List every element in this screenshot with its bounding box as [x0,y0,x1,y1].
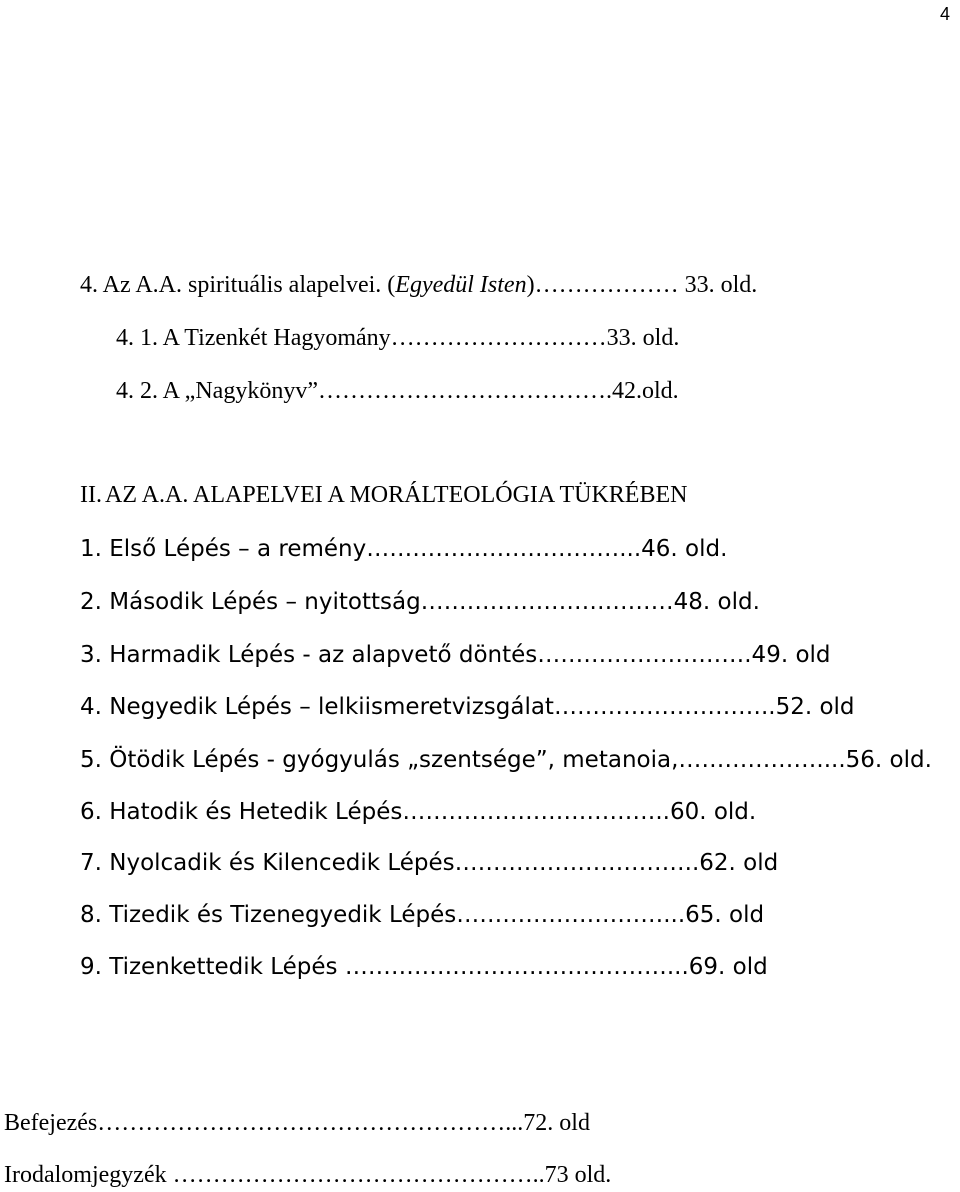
toc-section-4-1: 4. 1. A Tizenkét Hagyomány………………………33. old. [116,325,680,351]
toc-entry-1: 1. Első Lépés – a remény……………………………...46. old. [80,536,728,562]
toc-entry-9: 9. Tizenkettedik Lépés ……………………………………...69. old [80,954,768,980]
toc-section-4 [80,270,757,300]
toc-befejezes: Befejezés……………………………………………...72. old [4,1110,590,1136]
toc-entry-4: 4. Negyedik Lépés – lelkiismeretvizsgálat………………………..52. old [80,694,855,720]
toc-entry-6: 6. Hatodik és Hetedik Lépés……………………………..60. old. [80,799,757,825]
toc-entry-5: 5. Ötödik Lépés - gyógyulás „szentsége”, metanoia,………………....56. old. [80,747,932,773]
toc-entry-2: 2. Második Lépés – nyitottság……………………………48. old. [80,589,760,615]
toc-entry-7: 7. Nyolcadik és Kilencedik Lépés…………………………..62. old [80,850,779,876]
toc-entry-8: 8. Tizedik és Tizenegyedik Lépés………………………...65. old [80,902,765,928]
toc-part-2-title: AZ A.A. ALAPELVEI A MORÁLTEOLÓGIA TÜKRÉBEN [105,482,688,508]
toc-section-4-text: 4. Az A.A. spirituális alapelvei. ( [80,272,396,298]
toc-section-4-tail: )……………… 33. old. [526,272,758,298]
page-number: 4 [939,4,950,24]
toc-irodalomjegyzek: Irodalomjegyzék ………………………………………..73 old. [4,1162,612,1188]
toc-section-4-2: 4. 2. A „Nagykönyv”……………………………….42.old. [116,378,679,404]
toc-entry-3: 3. Harmadik Lépés - az alapvető döntés……………………….49. old [80,642,831,668]
toc-section-4-italic: Egyedül Isten [395,272,527,298]
toc-part-2-numeral: II. [80,482,102,508]
